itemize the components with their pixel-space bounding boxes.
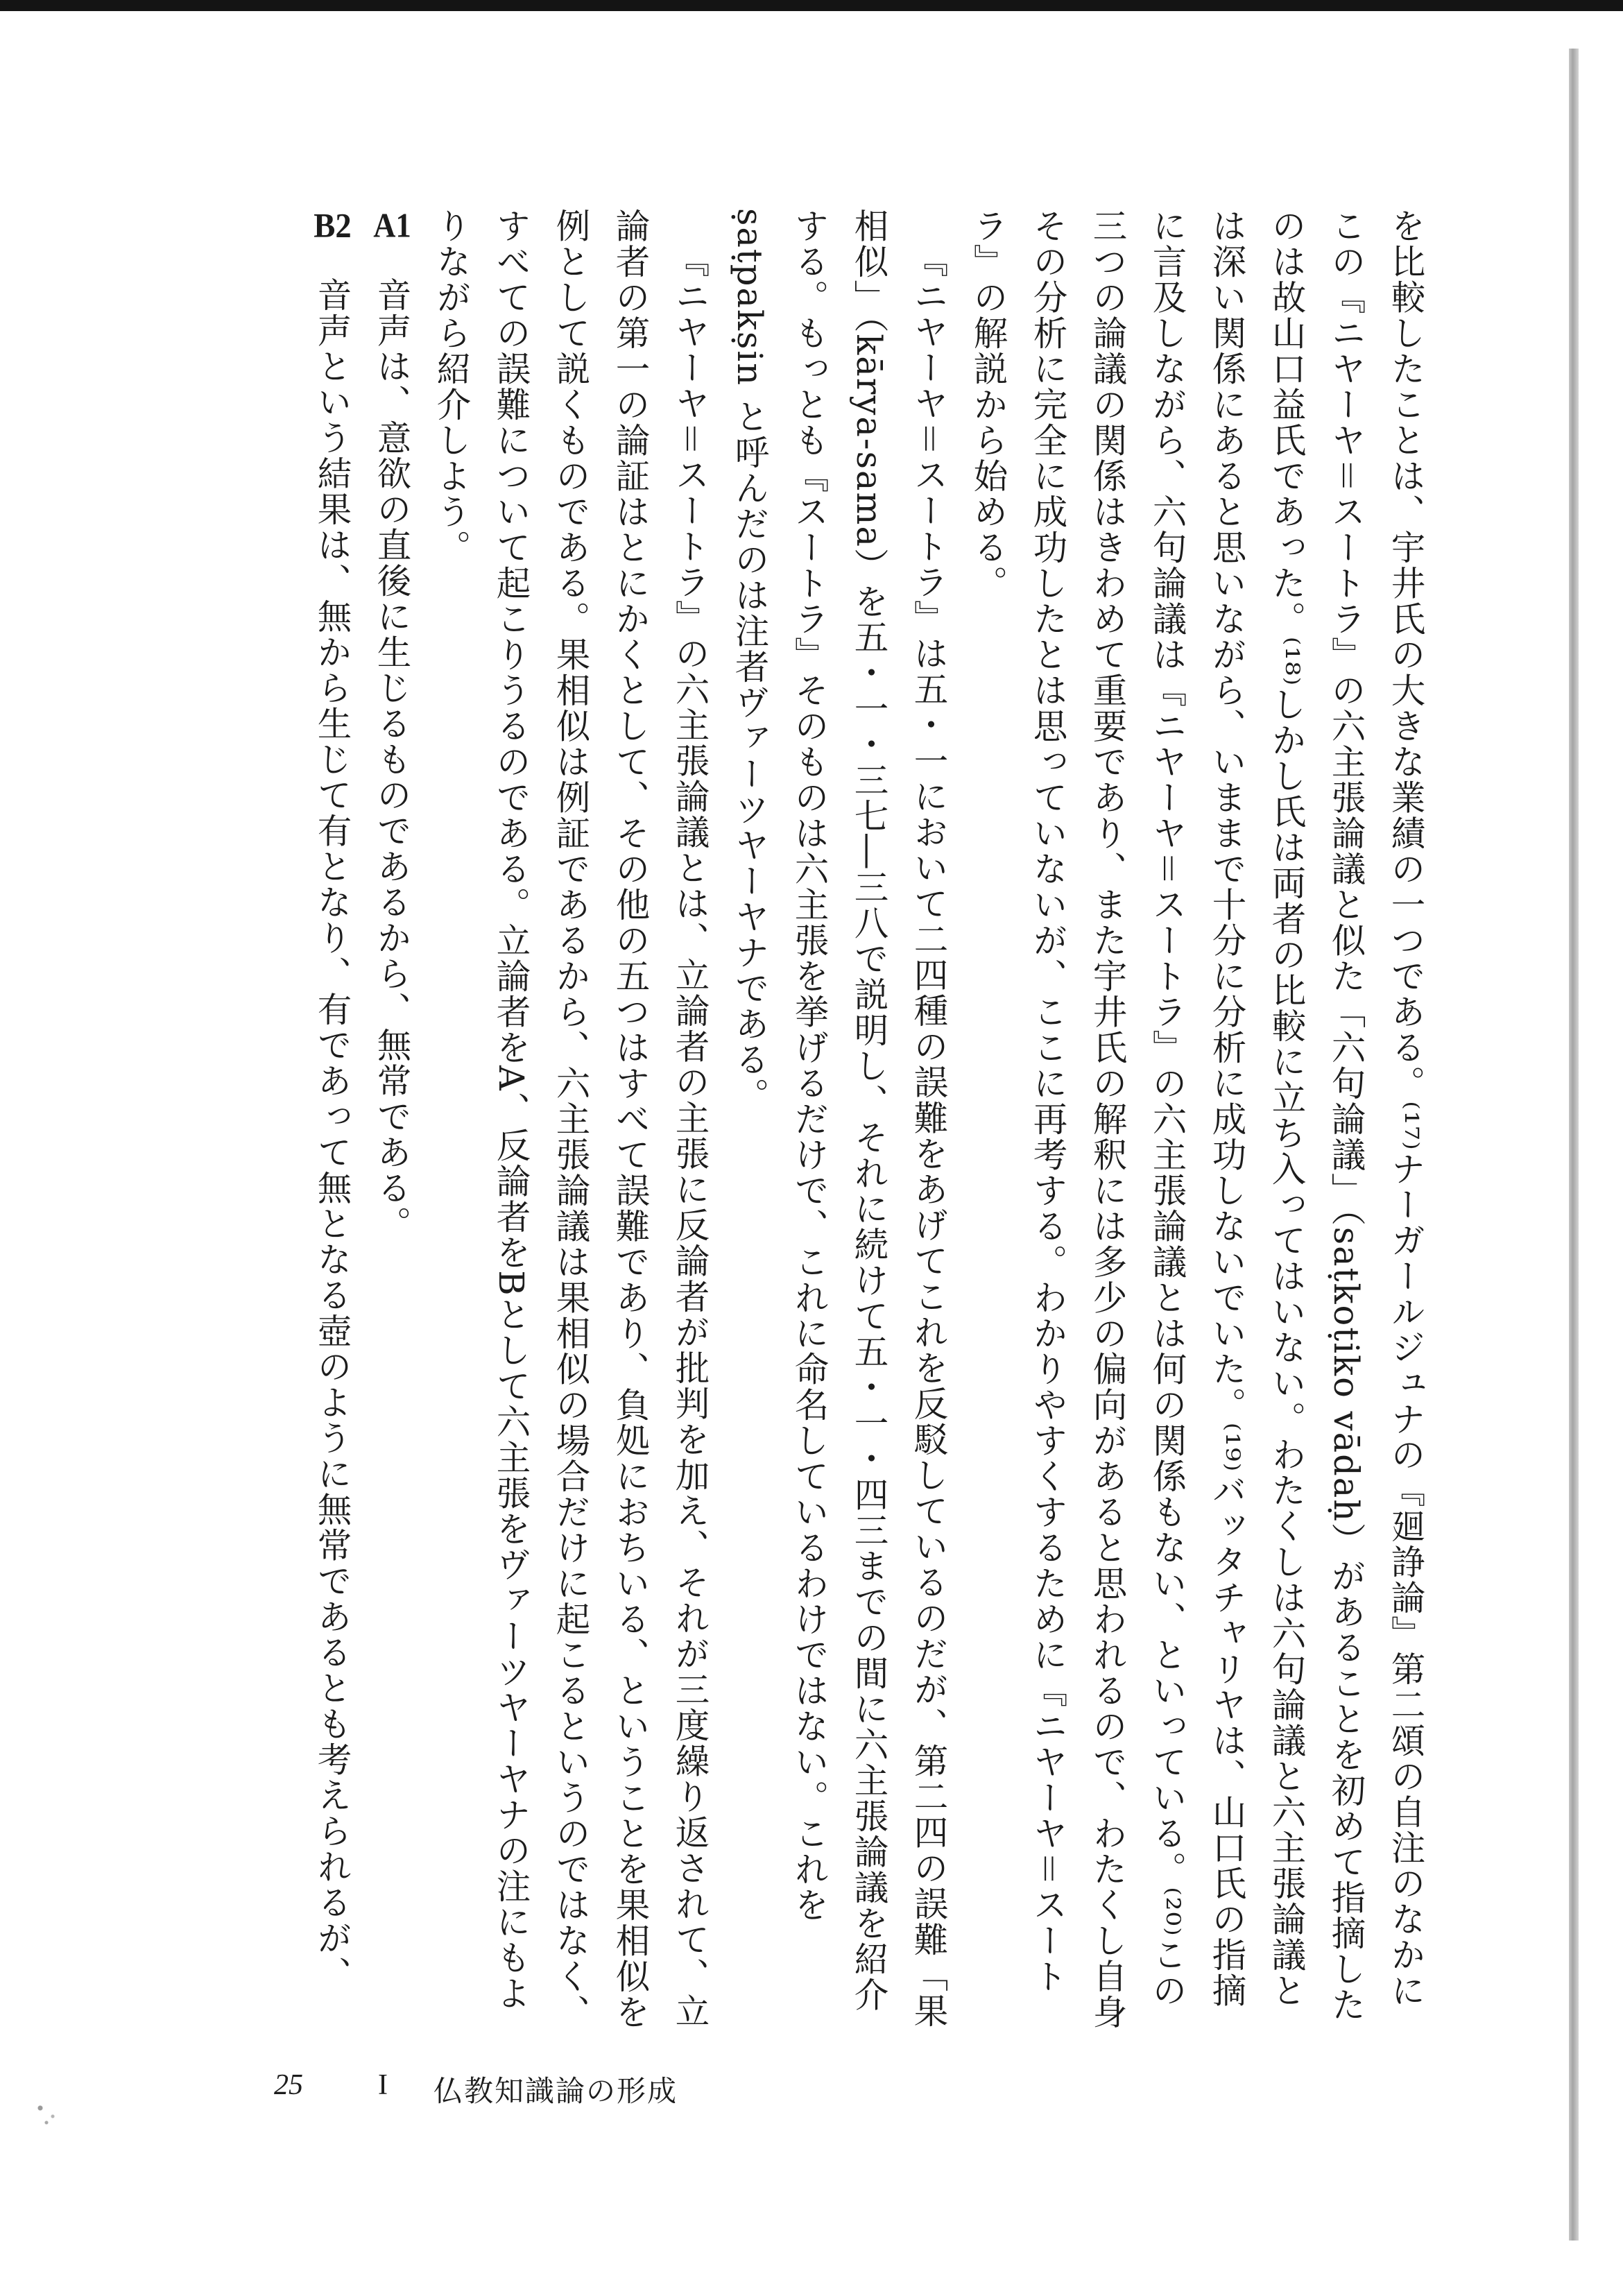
paragraph: を比較したことは、宇井氏の大きな業績の一つである。⁽¹⁷⁾ナーガールジュナの『廻諍論』第二頌の自注のなかにこの『ニヤーヤ＝スートラ』の六主張論議と似た「六句論議」（saṭkoṭiko vādaḥ）があることを初めて指摘したのは故山口益氏であった。⁽¹⁸⁾しかし氏は両者の比較に立ち入ってはいない。わたくしは六句論議と六主張論議とは深い関係にあると思いながら、いままで十分に分析に成功しないでいた。⁽¹⁹⁾バッタチャリヤは、山口氏の指摘に言及しながら、六句論議は『ニヤーヤ＝スートラ』の六主張論議とは何の関係もない、といっている。⁽²⁰⁾この三つの論議の関係はきわめて重要であり、また宇井氏の解釈には多少の偏向があると思われるので、わたくし自身その分析に完全に成功したとは思っていないが、ここに再考する。わかりやすくするために『ニヤーヤ＝スートラ』の解説から始める。 [968,208,1426,2030]
page-number: 25 [274,2069,303,2101]
paper-speck [28,2091,69,2133]
paragraph: 『ニヤーヤ＝スートラ』は五・一において二四種の誤難をあげてこれを反駁しているのだが、第二四の誤難「果相似」（kārya-sama）を五・一・三七―三八で説明し、それに続けて五・一・四三までの間に六主張論議を紹介する。もっとも『スートラ』そのものは六主張を挙げるだけで、これに命名しているわけではない。これを ṣaṭpakṣin と呼んだのは注者ヴァーツヤーヤナである。 [730,208,949,2029]
part-number: I [378,2069,388,2101]
main-text [312,208,1436,2039]
argument-text: 音声は、意欲の直後に生じるものであるから、無常である。 [372,277,412,1242]
top-border [0,0,1623,11]
running-head: 仏教知識論の形成 [433,2074,678,2108]
page-footer [274,2068,773,2117]
argument-label: B2 [314,208,352,243]
paragraph: 『ニヤーヤ＝スートラ』の六主張論議とは、立論者の主張に反論者が批判を加え、それが三度繰り返されて、立論者の第一の論証はとにかくとして、その他の五つはすべて誤難であり、負処におちいる、ということを果相似を例として説くものである。果相似は例証であるから、六主張論議は果相似の場合だけに起こるというのではなく、すべての誤難について起こりうるのである。立論者をA、反論者をBとして六主張をヴァーツヤーヤナの注にもよりながら紹介しよう。 [431,208,710,2030]
argument-label: A1 [373,208,411,243]
argument-text: 音声という結果は、無から生じて有となり、有であって無となる壺のように無常であるとも考えられるが、 [312,277,352,1992]
argument-item [302,208,362,2039]
binding-edge [1569,49,1579,2241]
argument-item [362,208,422,2039]
